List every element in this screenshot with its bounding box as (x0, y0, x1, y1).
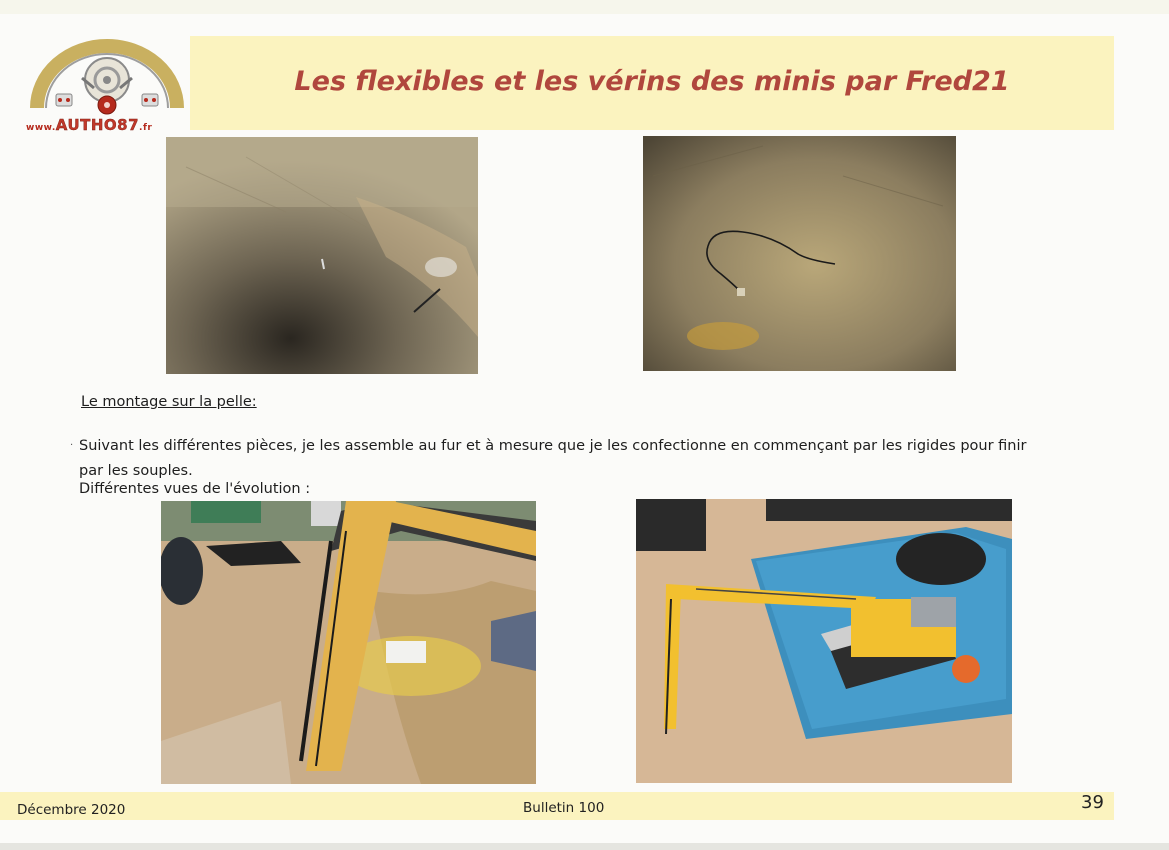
excavator-model-on-mousepad-photo (636, 499, 1012, 783)
page-top-strip (0, 0, 1169, 14)
section-heading: Le montage sur la pelle: (81, 394, 257, 410)
logo-text-main: AUTHO87 (55, 116, 140, 134)
paragraph-views: Différentes vues de l'évolution : (79, 481, 311, 497)
paragraph-assembly: Suivant les différentes pièces, je les assemble au fur et à mesure que je les confectionne en commençant par les rigides pour finir par les souples. (79, 438, 1027, 479)
scan-bottom-edge (0, 843, 1169, 850)
excavator-arm-closeup-photo (161, 501, 536, 784)
page-title: Les flexibles et les vérins des minis par Fred21 (294, 65, 1010, 97)
small-hose-piece-photo (166, 137, 478, 374)
autho87-logo (22, 38, 192, 136)
logo-text-suffix: .fr (139, 123, 153, 133)
header-banner (190, 36, 1114, 130)
footer-date: Décembre 2020 (17, 802, 126, 818)
logo-text-prefix: www. (26, 123, 56, 133)
page-number: 39 (1081, 792, 1104, 813)
stray-mark: · (70, 440, 74, 451)
footer-bulletin: Bulletin 100 (523, 800, 605, 816)
logo-text (26, 116, 152, 134)
wire-hose-photo (643, 136, 956, 371)
